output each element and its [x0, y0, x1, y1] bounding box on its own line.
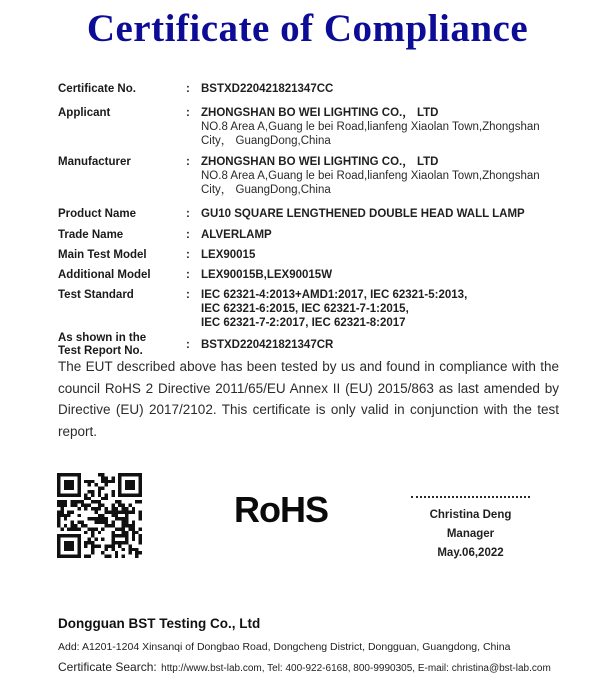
test-standard-value — [201, 288, 560, 330]
certificate-search-label: Certificate Search: — [58, 660, 157, 674]
certificate-search-value: http://www.bst-lab.com, Tel: 400-922-6168, 800-9990305, E-mail: christina@bst-lab.com — [161, 663, 551, 674]
field-row-manufacturer — [58, 155, 560, 197]
applicant-address-line2: City， GuangDong,China — [201, 135, 331, 147]
test-standard-line1: IEC 62321-4:2013+AMD1:2017, IEC 62321-5:2013, — [201, 289, 468, 301]
trade-name: ALVERLAMP — [201, 229, 272, 241]
test-standard-line2: IEC 62321-6:2015, IEC 62321-7-1:2015, — [201, 303, 409, 315]
certificate-number: BSTXD220421821347CC — [201, 83, 334, 95]
main-test-model: LEX90015 — [201, 249, 256, 261]
test-report-number: BSTXD220421821347CR — [201, 339, 334, 351]
field-colon: : — [186, 269, 190, 281]
field-colon: : — [186, 107, 190, 119]
field-label: Additional Model — [58, 269, 151, 281]
test-standard-line3: IEC 62321-7-2:2017, IEC 62321-8:2017 — [201, 317, 406, 329]
manufacturer-address-line2: City， GuangDong,China — [201, 184, 331, 196]
field-label: Trade Name — [58, 229, 124, 241]
field-row-product-name — [58, 207, 560, 221]
field-label — [58, 332, 186, 358]
field-row-main-test-model — [58, 248, 560, 262]
field-colon: : — [186, 249, 190, 261]
signature-dotted-line — [411, 494, 530, 498]
lab-address: Add: A1201-1204 Xinsanqi of Dongbao Road, Dongcheng District, Dongguan, Guangdong, China — [58, 641, 511, 653]
field-colon: : — [186, 83, 190, 95]
applicant-address-line1: NO.8 Area A,Guang le bei Road,lianfeng Xiaolan Town,Zhongshan — [201, 121, 540, 133]
applicant-value — [201, 106, 560, 148]
test-report-label-line2: Test Report No. — [58, 345, 143, 357]
field-colon: : — [186, 339, 190, 351]
field-row-test-report-no — [58, 332, 560, 358]
field-row-applicant — [58, 106, 560, 148]
field-colon: : — [186, 289, 190, 301]
field-label: Main Test Model — [58, 249, 147, 261]
field-colon: : — [186, 156, 190, 168]
manufacturer-name: ZHONGSHAN BO WEI LIGHTING CO.， LTD — [201, 156, 439, 168]
footer — [58, 616, 568, 676]
applicant-name: ZHONGSHAN BO WEI LIGHTING CO.， LTD — [201, 107, 439, 119]
field-colon: : — [186, 229, 190, 241]
field-colon: : — [186, 208, 190, 220]
field-row-test-standard — [58, 288, 560, 330]
certificate-search-line — [58, 660, 568, 676]
additional-model: LEX90015B,LEX90015W — [201, 269, 333, 281]
signatory-name: Christina Deng — [429, 509, 512, 521]
signature-block — [411, 494, 530, 563]
field-label: Test Standard — [58, 289, 134, 301]
field-label: Manufacturer — [58, 156, 131, 168]
field-row-additional-model — [58, 268, 560, 282]
signature-date: May.06,2022 — [437, 547, 504, 559]
product-name: GU10 SQUARE LENGTHENED DOUBLE HEAD WALL LAMP — [201, 208, 525, 220]
field-label: Product Name — [58, 208, 136, 220]
lab-name: Dongguan BST Testing Co., Ltd — [58, 616, 261, 631]
field-row-certificate-no — [58, 82, 560, 96]
test-report-label-line1: As shown in the — [58, 332, 147, 344]
field-label: Applicant — [58, 107, 111, 119]
manufacturer-value — [201, 155, 560, 197]
manufacturer-address-line1: NO.8 Area A,Guang le bei Road,lianfeng Xiaolan Town,Zhongshan — [201, 170, 540, 182]
qr-code-icon — [57, 473, 142, 558]
rohs-logo: RoHS — [234, 489, 328, 530]
signatory-title: Manager — [446, 528, 495, 540]
field-label: Certificate No. — [58, 83, 136, 95]
compliance-statement: The EUT described above has been tested by us and found in compliance with the council RoHS 2 Directive 2011/65/EU Annex II (EU) 2015/863 as last amended by Directive (EU) 2017/2102. This certificate is only valid in conjunction with the test report. — [58, 359, 559, 439]
certificate-title: Certificate of Compliance — [86, 7, 529, 50]
fields-table — [58, 82, 560, 358]
field-row-trade-name — [58, 228, 560, 242]
